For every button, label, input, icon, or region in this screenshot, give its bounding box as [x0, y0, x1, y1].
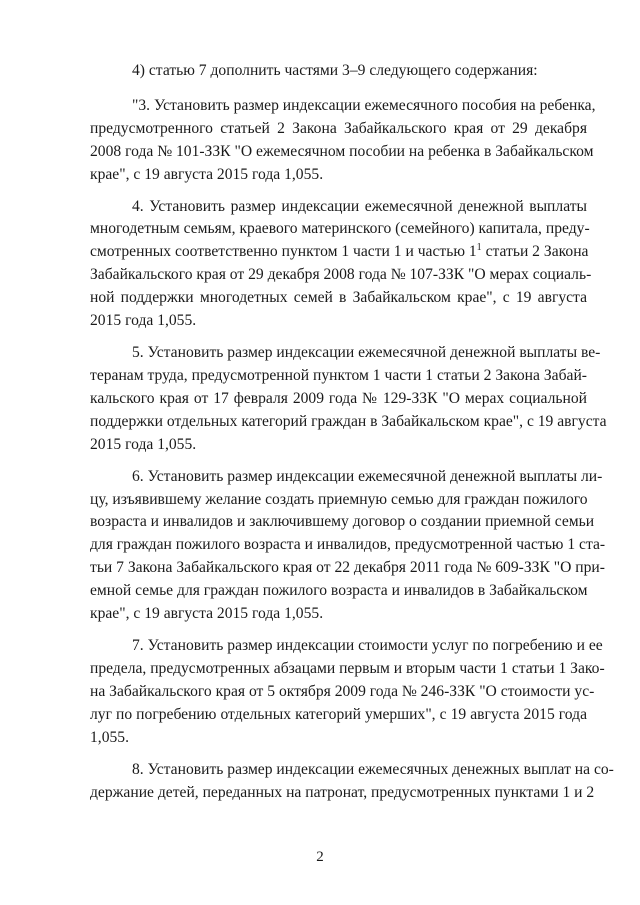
paragraph-5-line-1: 5. Установить размер индексации ежемесячной денежной выплаты ве- — [132, 344, 601, 361]
paragraph-6-line-4: для граждан пожилого возраста и инвалидов, предусмотренной частью 1 ста- — [90, 536, 606, 553]
paragraph-6-line-6: емной семье для граждан пожилого возраста и инвалидов в Забайкальском — [90, 582, 588, 599]
paragraph-5-line-4: поддержки отдельных категорий граждан в Забайкальском крае", с 19 августа — [90, 413, 607, 430]
paragraph-4-line-5: ной поддержки многодетных семей в Забайкальском крае", с 19 августа — [90, 289, 587, 306]
paragraph-3-line-4: крае", с 19 августа 2015 года 1,055. — [90, 166, 324, 183]
paragraph-4-line-3-text: смотренных соответственно пунктом 1 части 1 и частью 1 — [90, 243, 477, 260]
paragraph-3-line-1: "3. Установить размер индексации ежемесячного пособия на ребенка, — [132, 97, 596, 114]
superscript-1: 1 — [476, 242, 482, 253]
paragraph-6-line-5: тьи 7 Закона Забайкальского края от 22 декабря 2011 года № 609-ЗЗК "О при- — [90, 559, 605, 576]
paragraph-4-line-2: многодетным семьям, краевого материнского (семейного) капитала, преду- — [90, 220, 590, 237]
paragraph-4-line-6: 2015 года 1,055. — [90, 312, 197, 329]
paragraph-6-line-1: 6. Установить размер индексации ежемесячной денежной выплаты ли- — [132, 468, 603, 485]
paragraph-4-line-3-tail: статьи 2 Закона — [481, 243, 589, 260]
paragraph-7-line-1: 7. Установить размер индексации стоимости услуг по погребению и ее — [132, 637, 603, 654]
paragraph-6-line-2: цу, изъявившему желание создать приемную семью для граждан пожилого — [90, 491, 588, 508]
paragraph-8-line-2: держание детей, переданных на патронат, предусмотренных пунктами 1 и 2 — [90, 784, 595, 801]
paragraph-5-line-3: кальского края от 17 февраля 2009 года № 129-ЗЗК "О мерах социальной — [90, 390, 587, 407]
paragraph-6-line-3: возраста и инвалидов и заключившему договор о создании приемной семьи — [90, 513, 595, 530]
paragraph-4-line-1: 4. Установить размер индексации ежемесячной денежной выплаты — [132, 198, 587, 215]
paragraph-3-line-2: предусмотренного статьей 2 Закона Забайкальского края от 29 декабря — [90, 120, 587, 137]
page-number: 2 — [316, 849, 324, 865]
paragraph-7-line-5: 1,055. — [90, 729, 129, 746]
paragraph-7-line-4: луг по погребению отдельных категорий умерших", с 19 августа 2015 года — [90, 706, 587, 723]
paragraph-3-line-3: 2008 года № 101-ЗЗК "О ежемесячном пособии на ребенка в Забайкальском — [90, 143, 594, 160]
paragraph-8-line-1: 8. Установить размер индексации ежемесячных денежных выплат на со- — [132, 761, 614, 778]
paragraph-4-line-4: Забайкальского края от 29 декабря 2008 года № 107-ЗЗК "О мерах социаль- — [90, 266, 592, 283]
paragraph-4-line-3 — [90, 242, 587, 262]
paragraph-7-line-3: на Забайкальского края от 5 октября 2009 года № 246-ЗЗК "О стоимости ус- — [90, 683, 595, 700]
paragraph-5-line-5: 2015 года 1,055. — [90, 436, 197, 453]
paragraph-6-line-7: крае", с 19 августа 2015 года 1,055. — [90, 605, 324, 622]
paragraph-5-line-2: теранам труда, предусмотренной пунктом 1 части 1 статьи 2 Закона Забай- — [90, 367, 587, 384]
intro-line: 4) статью 7 дополнить частями 3–9 следующего содержания: — [132, 62, 538, 79]
paragraph-7-line-2: предела, предусмотренных абзацами первым и вторым части 1 статьи 1 Зако- — [90, 660, 605, 677]
